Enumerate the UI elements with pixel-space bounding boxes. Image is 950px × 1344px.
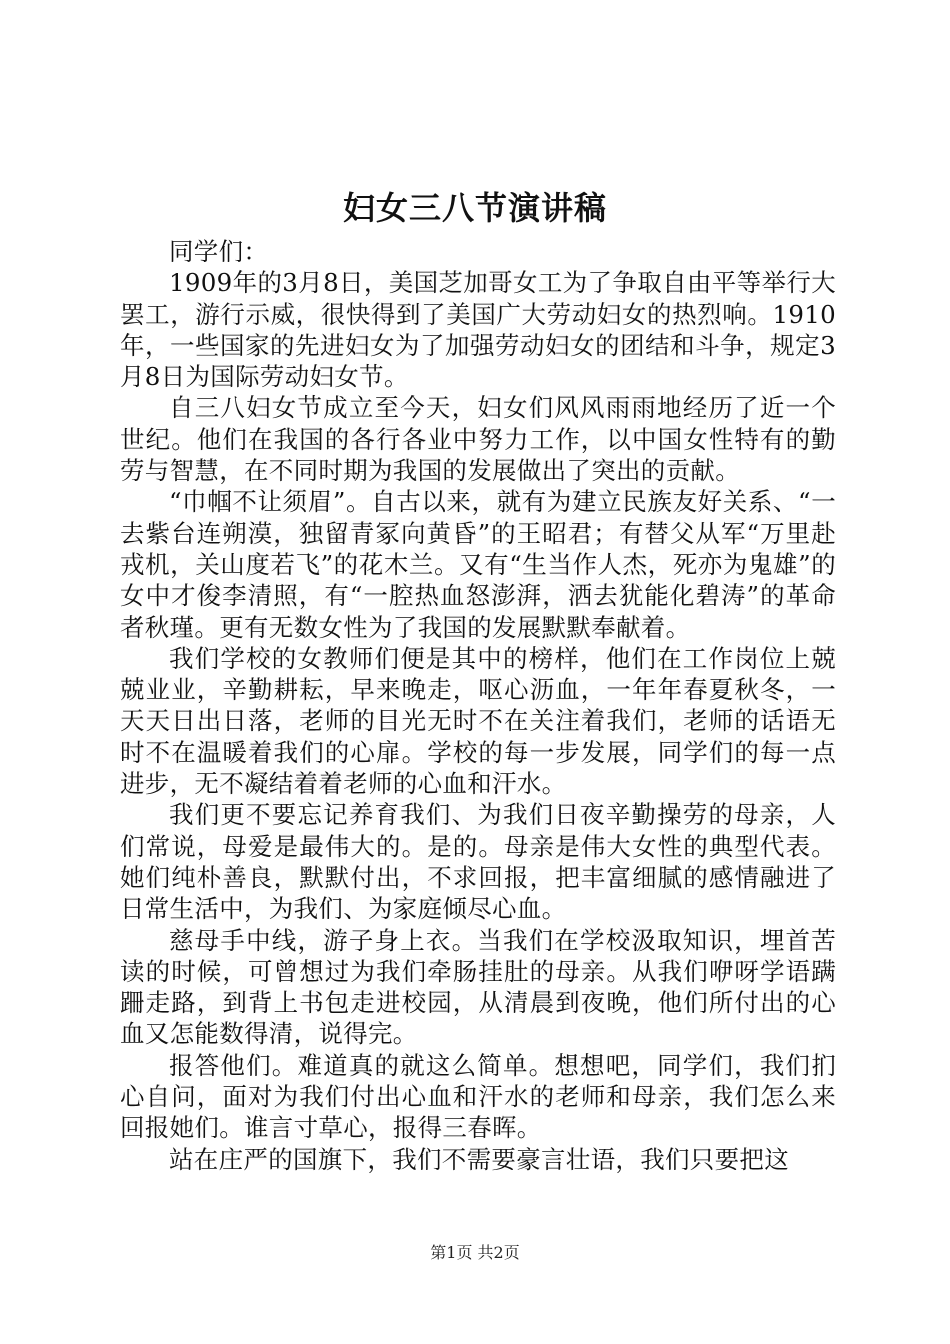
body-paragraph: 慈母手中线，游子身上衣。当我们在学校汲取知识，埋首苦读的时候，可曾想过为我们牵肠挂肚的母亲。从我们咿呀学语蹒跚走路，到背上书包走进校园，从清晨到夜晚，他们所付出的心血又怎能数得清，说得完。	[120, 925, 836, 1049]
body-paragraph: “巾帼不让须眉”。自古以来，就有为建立民族友好关系、“一去紫台连朔漠，独留青冢向黄昏”的王昭君；有替父从军“万里赴戎机，关山度若飞”的花木兰。又有“生当作人杰，死亦为鬼雄”的女中才俊李清照，有“一腔热血怒澎湃，洒去犹能化碧涛”的革命者秋瑾。更有无数女性为了我国的发展默默奉献着。	[120, 487, 836, 642]
body-paragraph: 站在庄严的国旗下，我们不需要豪言壮语，我们只要把这	[169, 1144, 789, 1174]
body-paragraph: 自三八妇女节成立至今天，妇女们风风雨雨地经历了近一个世纪。他们在我国的各行各业中努力工作，以中国女性特有的勤劳与智慧，在不同时期为我国的发展做出了突出的贡献。	[120, 393, 836, 486]
document-title: 妇女三八节演讲稿	[342, 189, 607, 227]
greeting-paragraph: 同学们：	[169, 237, 269, 266]
body-paragraph: 我们学校的女教师们便是其中的榜样，他们在工作岗位上兢兢业业，辛勤耕耘，早来晚走，呕心沥血，一年年春夏秋冬，一天天日出日落，老师的目光无时不在关注着我们，老师的话语无时不在温暖着我们的心扉。学校的每一步发展，同学们的每一点进步，无不凝结着着老师的心血和汗水。	[120, 643, 836, 799]
body-paragraph: 报答他们。难道真的就这么简单。想想吧，同学们，我们扪心自问，面对为我们付出心血和汗水的老师和母亲，我们怎么来回报她们。谁言寸草心，报得三春晖。	[120, 1050, 836, 1143]
document-body	[120, 236, 836, 1175]
body-paragraph: 我们更不要忘记养育我们、为我们日夜辛勤操劳的母亲，人们常说，母爱是最伟大的。是的。母亲是伟大女性的典型代表。她们纯朴善良，默默付出，不求回报，把丰富细腻的感情融进了日常生活中，为我们、为家庭倾尽心血。	[120, 800, 836, 924]
body-paragraph: 1909年的3月8日，美国芝加哥女工为了争取自由平等举行大罢工，游行示威，很快得到了美国广大劳动妇女的热烈响。1910年，一些国家的先进妇女为了加强劳动妇女的团结和斗争，规定3月8日为国际劳动妇女节。	[120, 268, 836, 392]
page-number-footer: 第1页 共2页	[430, 1243, 520, 1262]
